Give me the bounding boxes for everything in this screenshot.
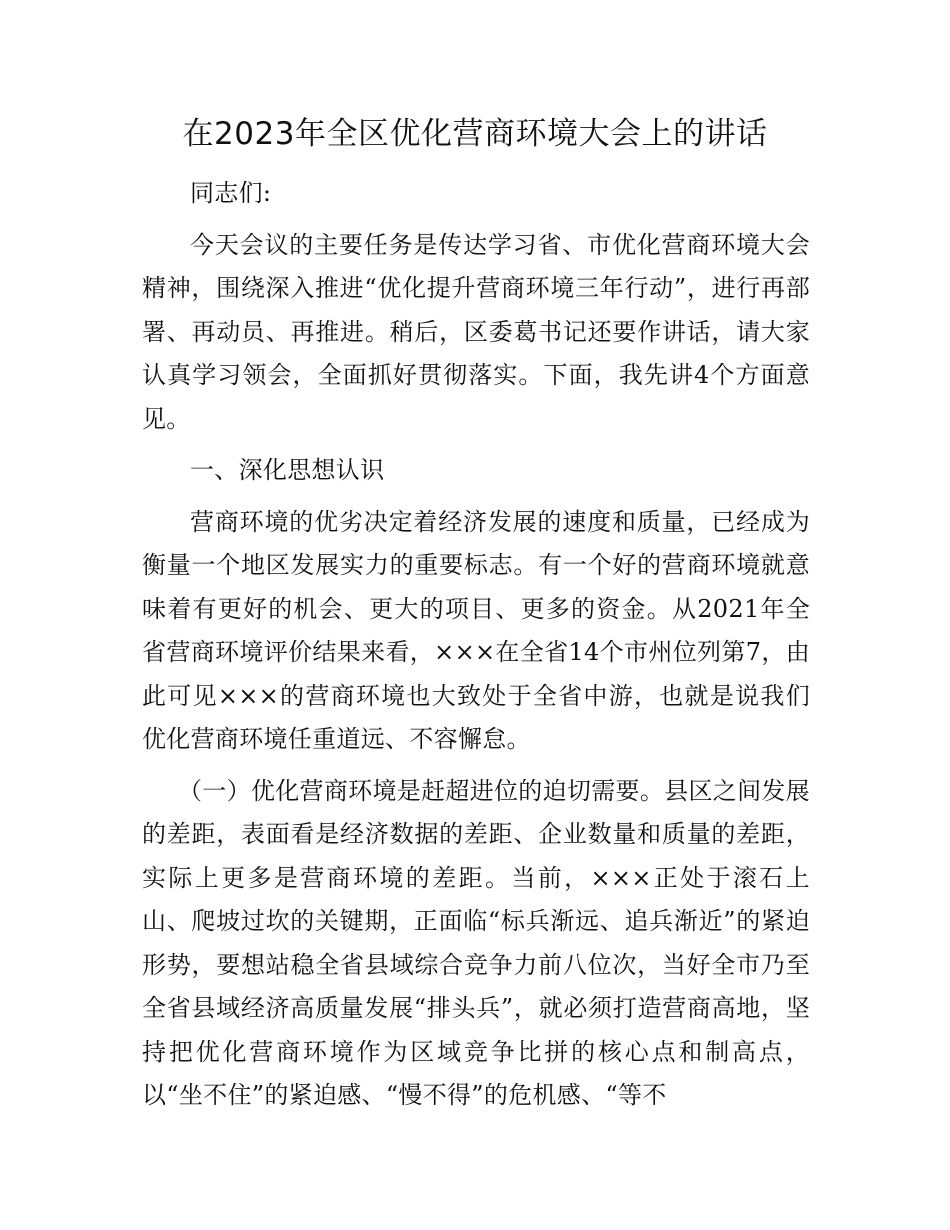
- section-heading: 一、深化思想认识: [190, 456, 385, 484]
- paragraph-subsection: （一）优化营商环境是赶超进位的迫切需要。县区之间发展的差距，表面看是经济数据的差距、企业数量和质量的差距，实际上更多是营商环境的差距。当前，×××正处于滚石上山、爬坡过坎的关键期，正面临“标兵渐远、追兵渐近”的紧迫形势，要想站稳全省县域综合竞争力前八位次，当好全市乃至全省县域经济高质量发展“排头兵”，就必须打造营商高地，坚持把优化营商环境作为区域竞争比拼的核心点和制高点，以“坐不住”的紧迫感、“慢不得”的危机感、“等不: [142, 776, 810, 1109]
- document-body: [142, 172, 810, 1118]
- paragraph-body: 营商环境的优劣决定着经济发展的速度和质量，已经成为衡量一个地区发展实力的重要标志。有一个好的营商环境就意味着有更好的机会、更大的项目、更多的资金。从2021年全省营商环境评价结果来看，×××在全省14个市州位列第7，由此可见×××的营商环境也大致处于全省中游，也就是说我们优化营商环境任重道远、不容懈怠。: [142, 507, 810, 753]
- document-title: 在2023年全区优化营商环境大会上的讲话: [182, 116, 768, 152]
- paragraph-intro: 今天会议的主要任务是传达学习省、市优化营商环境大会精神，围绕深入推进“优化提升营商环境三年行动”，进行再部署、再动员、再推进。稍后，区委葛书记还要作讲话，请大家认真学习领会，全面抓好贯彻落实。下面，我先讲4个方面意见。: [142, 230, 810, 433]
- salutation: 同志们:: [190, 179, 272, 207]
